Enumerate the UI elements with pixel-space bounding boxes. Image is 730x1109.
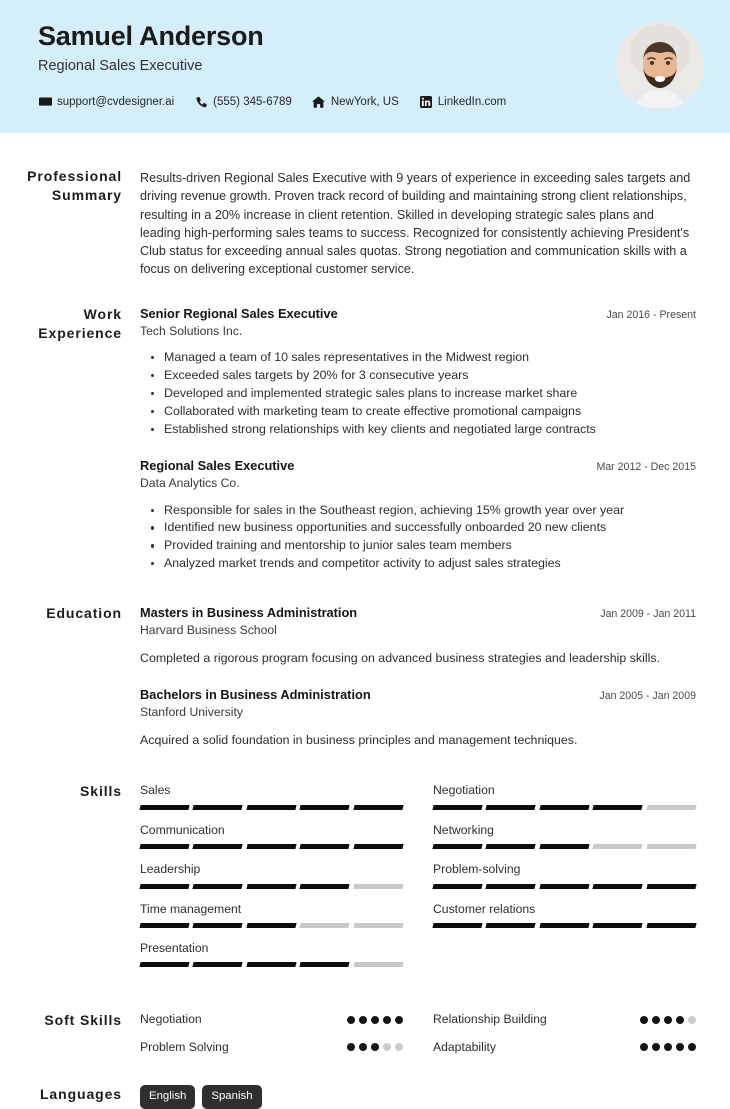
soft-skill-item <box>433 1039 696 1055</box>
skill-bar-segment <box>246 962 297 967</box>
skill-bar-segment <box>593 884 644 889</box>
education-date: Jan 2009 - Jan 2011 <box>600 608 696 621</box>
work-role: Regional Sales Executive <box>140 458 295 474</box>
skill-bar-segment <box>353 923 404 928</box>
envelope-icon <box>38 95 52 108</box>
skill-bar-segment <box>353 962 404 967</box>
skill-item <box>433 901 696 928</box>
rating-dot <box>640 1043 648 1051</box>
skill-item <box>140 782 403 809</box>
language-tags <box>140 1085 696 1108</box>
language-tag: Spanish <box>202 1085 261 1108</box>
skill-bar-segment <box>139 805 190 810</box>
education-school: Stanford University <box>140 705 243 720</box>
contact-location[interactable] <box>312 95 399 108</box>
phone-icon <box>194 95 208 108</box>
contact-row <box>38 95 526 108</box>
skill-level-bar <box>433 805 696 810</box>
job-title: Regional Sales Executive <box>38 57 203 74</box>
contact-phone-text: (555) 345-6789 <box>213 95 292 108</box>
rating-dot <box>347 1043 355 1051</box>
skill-item <box>140 940 403 967</box>
skill-bar-segment <box>646 805 697 810</box>
education-entry <box>140 686 696 749</box>
education-date: Jan 2005 - Jan 2009 <box>599 690 696 703</box>
soft-skill-rating <box>640 1043 696 1051</box>
section-work-experience <box>0 305 696 573</box>
rating-dot <box>688 1043 696 1051</box>
contact-linkedin-text: LinkedIn.com <box>437 95 507 108</box>
work-entry-head <box>140 457 696 474</box>
section-label-education: Education <box>46 605 122 622</box>
skill-name: Time management <box>140 901 242 916</box>
skill-bar-segment <box>646 844 697 849</box>
list-item: Developed and implemented strategic sales plans to increase market share <box>140 385 696 402</box>
skill-bar-segment <box>246 805 297 810</box>
soft-skill-name: Negotiation <box>140 1012 202 1027</box>
work-entry <box>140 305 696 438</box>
work-bullets <box>140 349 696 438</box>
rating-dot <box>395 1043 403 1051</box>
skill-bar-segment <box>246 923 297 928</box>
skill-bar-segment <box>139 923 190 928</box>
section-education <box>0 604 696 749</box>
skill-name: Customer relations <box>433 901 536 916</box>
rating-dot <box>371 1016 379 1024</box>
rating-dot <box>676 1016 684 1024</box>
section-label-soft-skills: Soft Skills <box>44 1012 122 1029</box>
list-item: Analyzed market trends and competitor activity to adjust sales strategies <box>140 555 696 572</box>
skill-bar-segment <box>539 923 590 928</box>
skill-bar-segment <box>193 884 244 889</box>
skill-name: Sales <box>140 783 171 798</box>
skill-item <box>433 861 696 888</box>
section-label-skills: Skills <box>80 783 122 800</box>
rating-dot <box>676 1043 684 1051</box>
rating-dot <box>640 1016 648 1024</box>
skill-level-bar <box>140 923 403 928</box>
section-body-work <box>140 305 696 573</box>
list-item: Identified new business opportunities and successfully onboarded 20 new clients <box>140 519 696 536</box>
rating-dot <box>688 1016 696 1024</box>
education-degree: Bachelors in Business Administration <box>140 687 371 703</box>
skill-bar-segment <box>432 923 483 928</box>
education-entry-head <box>140 686 696 703</box>
work-date: Jan 2016 - Present <box>606 308 696 321</box>
work-role: Senior Regional Sales Executive <box>140 305 338 321</box>
section-body-soft-skills <box>140 1011 696 1055</box>
language-tag: English <box>140 1085 195 1108</box>
skill-name: Presentation <box>140 941 209 955</box>
rating-dot <box>664 1043 672 1051</box>
section-body-skills <box>140 782 696 979</box>
education-school: Harvard Business School <box>140 623 277 638</box>
skill-bar-segment <box>539 844 590 849</box>
skill-bar-segment <box>300 884 351 889</box>
work-entry <box>140 457 696 573</box>
skill-bar-segment <box>246 844 297 849</box>
list-item: Collaborated with marketing team to create effective promotional campaigns <box>140 403 696 420</box>
skill-bar-segment <box>593 805 644 810</box>
page-title: Samuel Anderson <box>38 21 264 51</box>
skill-bar-segment <box>193 923 244 928</box>
rating-dot <box>664 1016 672 1024</box>
list-item: Responsible for sales in the Southeast region, achieving 15% growth year over year <box>140 502 696 519</box>
section-body-education <box>140 604 696 749</box>
resume-header <box>0 0 730 133</box>
skill-bar-segment <box>539 884 590 889</box>
section-body-languages <box>140 1085 696 1108</box>
skill-bar-segment <box>139 962 190 967</box>
avatar <box>616 22 704 110</box>
skill-level-bar <box>433 844 696 849</box>
skill-bar-segment <box>353 884 404 889</box>
section-label-languages: Languages <box>39 1086 122 1103</box>
section-label-work: Work Experience <box>38 305 122 341</box>
rating-dot <box>359 1016 367 1024</box>
soft-skill-item <box>433 1011 696 1027</box>
section-body-summary <box>140 167 696 279</box>
work-entry-head <box>140 305 696 322</box>
soft-skill-rating <box>347 1016 403 1024</box>
skill-level-bar <box>140 844 403 849</box>
list-item: Established strong relationships with key clients and negotiated large contracts <box>140 421 696 438</box>
skill-bar-segment <box>432 844 483 849</box>
resume-body <box>0 167 730 1109</box>
skill-name: Leadership <box>140 862 201 877</box>
skill-bar-segment <box>193 962 244 967</box>
skill-level-bar <box>140 962 403 967</box>
education-entry-head <box>140 604 696 621</box>
skill-bar-segment <box>353 805 404 810</box>
skill-bar-segment <box>139 884 190 889</box>
work-date: Mar 2012 - Dec 2015 <box>596 461 696 474</box>
rating-dot <box>347 1016 355 1024</box>
rating-dot <box>383 1043 391 1051</box>
skill-bar-segment <box>486 844 537 849</box>
rating-dot <box>383 1016 391 1024</box>
skill-level-bar <box>433 923 696 928</box>
work-org: Data Analytics Co. <box>140 476 240 491</box>
skill-bar-segment <box>486 805 537 810</box>
skills-grid <box>140 782 696 979</box>
list-item: Exceeded sales targets by 20% for 3 consecutive years <box>140 367 696 384</box>
section-soft-skills <box>0 1011 696 1055</box>
education-description: Completed a rigorous program focusing on advanced business strategies and leadership skills. <box>140 650 661 665</box>
skill-item <box>433 822 696 849</box>
skill-name: Problem-solving <box>433 862 521 877</box>
skill-bar-segment <box>353 844 404 849</box>
skill-bar-segment <box>432 805 483 810</box>
soft-skill-rating <box>640 1016 696 1024</box>
skill-bar-segment <box>593 844 644 849</box>
contact-phone[interactable] <box>194 95 292 108</box>
work-org: Tech Solutions Inc. <box>140 324 243 339</box>
soft-skill-name: Problem Solving <box>140 1039 229 1054</box>
soft-skill-name: Adaptability <box>433 1039 497 1054</box>
skill-name: Networking <box>433 822 494 837</box>
rating-dot <box>395 1016 403 1024</box>
soft-skills-grid <box>140 1011 696 1055</box>
skill-level-bar <box>433 884 696 889</box>
rating-dot <box>652 1043 660 1051</box>
skill-bar-segment <box>646 884 697 889</box>
linkedin-icon <box>419 95 433 108</box>
contact-linkedin[interactable] <box>419 95 506 108</box>
section-skills <box>0 782 696 979</box>
contact-email[interactable] <box>38 95 174 108</box>
skill-bar-segment <box>486 923 537 928</box>
contact-location-text: NewYork, US <box>330 95 399 108</box>
skill-bar-segment <box>246 884 297 889</box>
home-icon <box>312 95 326 108</box>
skill-bar-segment <box>300 844 351 849</box>
skill-bar-segment <box>646 923 697 928</box>
skill-bar-segment <box>486 884 537 889</box>
section-professional-summary <box>0 167 696 279</box>
soft-skill-item <box>140 1011 403 1027</box>
skill-bar-segment <box>139 844 190 849</box>
soft-skill-name: Relationship Building <box>433 1012 547 1027</box>
skill-bar-segment <box>193 805 244 810</box>
skill-name: Negotiation <box>433 783 495 798</box>
skill-bar-segment <box>300 805 351 810</box>
section-label-summary: Professional Summary <box>27 168 122 203</box>
rating-dot <box>652 1016 660 1024</box>
soft-skill-rating <box>347 1043 403 1051</box>
skill-level-bar <box>140 805 403 810</box>
skill-bar-segment <box>300 962 351 967</box>
education-description: Acquired a solid foundation in business principles and management techniques. <box>140 732 578 747</box>
skill-bar-segment <box>593 923 644 928</box>
skill-bar-segment <box>432 884 483 889</box>
skill-item <box>433 782 696 809</box>
rating-dot <box>359 1043 367 1051</box>
skill-item <box>140 861 403 888</box>
skill-item <box>140 822 403 849</box>
skill-item <box>140 901 403 928</box>
education-entry <box>140 604 696 667</box>
summary-text: Results-driven Regional Sales Executive with 9 years of experience in exceeding sales targets and driving revenue growth. Proven track record of building and maintaining strong client relationships, resulting in a 20% increase in client retention. Skilled in developing strategic sales plans and leading high-performing sales teams to success. Recognized for consistently achieving President's Club status for exceeding annual sales quotas. Strong negotiation and communication skills with a focus on delivering exceptional customer service. <box>140 171 691 277</box>
rating-dot <box>371 1043 379 1051</box>
work-bullets <box>140 502 696 573</box>
skill-name: Communication <box>140 822 225 837</box>
education-degree: Masters in Business Administration <box>140 605 358 621</box>
list-item: Managed a team of 10 sales representatives in the Midwest region <box>140 349 696 366</box>
skill-bar-segment <box>193 844 244 849</box>
section-languages <box>0 1085 696 1108</box>
skill-bar-segment <box>300 923 351 928</box>
soft-skill-item <box>140 1039 403 1055</box>
skill-bar-segment <box>539 805 590 810</box>
skill-level-bar <box>140 884 403 889</box>
list-item: Provided training and mentorship to junior sales team members <box>140 537 696 554</box>
contact-email-text: support@cvdesigner.ai <box>57 95 175 108</box>
